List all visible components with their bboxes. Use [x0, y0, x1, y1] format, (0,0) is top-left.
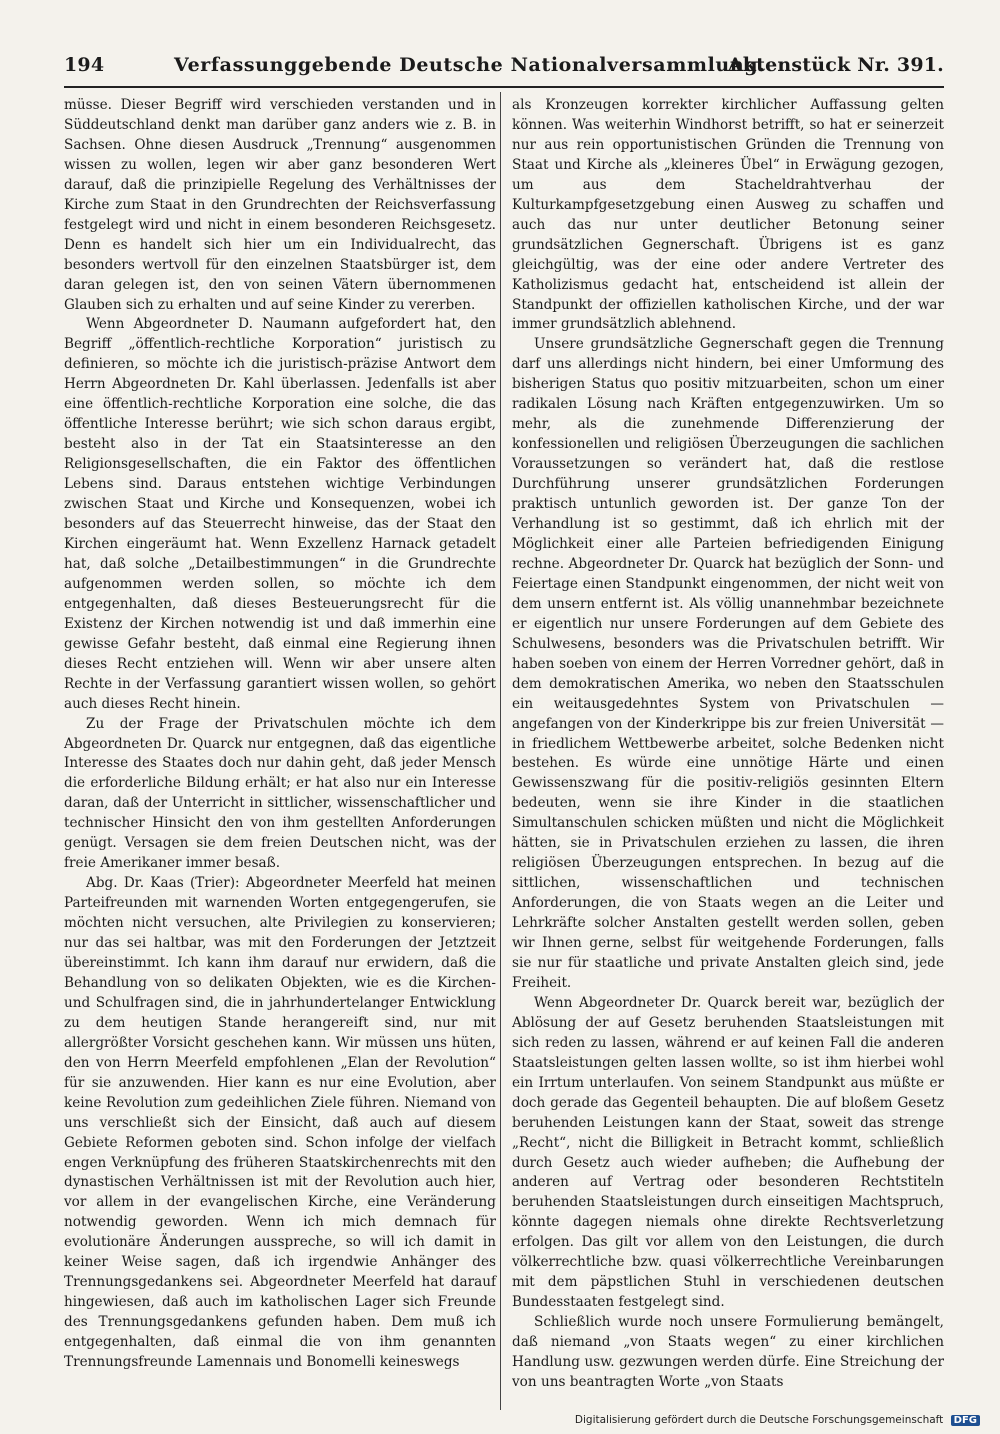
document-number: Aktenstück Nr. 391. [727, 54, 944, 76]
paragraph: Wenn Abgeordneter D. Naumann aufgefordert hat, den Begriff „öffentlich-rechtliche Korporation“ juristisch zu definieren, so möchte ich die juristisch-präzise Antwort dem Herrn Abgeordneten Dr. Kahl überlassen. Jedenfalls ist aber eine öffentlich-rechtliche Korporation eine solche, die das öffentliche Interesse berührt; wie sich schon daraus ergibt, besteht also in der Tat ein Staatsinteresse an den Religionsgesellschaften, die ein Faktor des öffentlichen Lebens sind. Daraus entstehen wichtige Verbindungen zwischen Staat und Kirche und Konsequenzen, wobei ich besonders auf das Steuerrecht hinweise, das der Staat den Kirchen eingeräumt hat. Wenn Exzellenz Harnack getadelt hat, daß solche „Detailbestimmungen“ in die Grundrechte aufgenommen werden sollen, so möchte ich dem entgegenhalten, daß dieses Besteuerungsrecht für die Existenz der Kirchen notwendig ist und daß immerhin eine gewisse Gefahr besteht, daß einmal eine Regierung ihnen dieses Recht entziehen will. Wenn wir aber unsere alten Rechte in der Verfassung garantiert wissen wollen, so gehört auch dieses Recht hinein. [64, 316, 496, 712]
digitization-credit [575, 1414, 980, 1426]
page-number: 194 [64, 54, 105, 76]
paragraph: Unsere grundsätzliche Gegnerschaft gegen die Trennung darf uns allerdings nicht hindern, bei einer Umformung des bisherigen Status quo positiv mitzuarbeiten, schon um einer radikalen Lösung nach Kräften entgegenzuwirken. Um so mehr, als die zunehmende Differenzierung der konfessionellen und religiösen Überzeugungen die sachlichen Voraussetzungen so verändert hat, daß die restlose Durchführung unserer grundsätzlichen Forderungen praktisch untunlich geworden ist. Der ganze Ton der Verhandlung ist so gestimmt, daß ich ehrlich mit der Möglichkeit einer alle Parteien befriedigenden Einigung rechne. Abgeordneter Dr. Quarck hat bezüglich der Sonn- und Feiertage einen Standpunkt eingenommen, der nicht weit von dem unsern entfernt ist. Als völlig unannehmbar bezeichnete er eigentlich nur unsere Forderungen auf dem Gebiete des Schulwesens, besonders was die Privatschulen betrifft. Wir haben soeben von einem der Herren Vorredner gehört, daß in dem demokratischen Amerika, wo neben den Staatsschulen ein weitausgedehntes System von Privatschulen — angefangen von der Kinderkrippe bis zur freien Universität — in friedlichem Wettbewerbe arbeitet, solche Bedenken nicht bestehen. Es würde eine unnötige Härte und einen Gewissenszwang für die positiv-religiös gesinnten Eltern bedeuten, wenn sie ihre Kinder in die staatlichen Simultanschulen schicken müßten und nicht die Möglichkeit hätten, sie in Privatschulen erziehen zu lassen, die ihren religiösen Überzeugungen entsprechen. In bezug auf die sittlichen, wissenschaftlichen und technischen Anforderungen, die von Staats wegen an die Leiter und Lehrkräfte solcher Anstalten gestellt werden sollen, geben wir Ihnen gerne, selbst für weitgehende Forderungen, falls sie nur für staatliche und private Anstalten gleich sind, jede Freiheit. [512, 336, 944, 991]
paragraph: Schließlich wurde noch unsere Formulierung bemängelt, daß niemand „von Staats wegen“ zu einer kirchlichen Handlung usw. gezwungen werden dürfe. Eine Streichung der von uns beantragten Worte „von Staats [512, 1314, 944, 1390]
paragraph: müsse. Dieser Begriff wird verschieden verstanden und in Süddeutschland denkt man darüber ganz anders wie z. B. in Sachsen. Ohne diesen Ausdruck „Trennung“ ausgenommen wissen zu wollen, legen wir aber ganz besonderen Wert darauf, daß die prinzipielle Regelung des Verhältnisses der Kirche zum Staat in den Grundrechten der Reichsverfassung festgelegt wird und nicht in einem besonderen Reichsgesetz. Denn es handelt sich hier um ein Individualrecht, das besonders wertvoll für den einzelnen Staatsbürger ist, dem daran gelegen ist, den von seinen Vätern übernommenen Glauben sich zu erhalten und auf seine Kinder zu vererben. [64, 97, 496, 313]
column-divider [500, 92, 501, 1410]
paragraph: als Kronzeugen korrekter kirchlicher Auffassung gelten können. Was weiterhin Windhorst betrifft, so hat er seinerzeit nur aus rein opportunistischen Gründen die Trennung von Staat und Kirche als „kleineres Übel“ in Erwägung gezogen, um aus dem Stacheldrahtverhau der Kulturkampfgesetzgebung einen Ausweg zu schaffen und auch das nur unter deutlicher Betonung seiner grundsätzlichen Gegnerschaft. Übrigens ist es ganz gleichgültig, was der eine oder andere Vertreter des Katholizismus gedacht hat, entscheidend ist allein der Standpunkt der offiziellen katholischen Kirche, und der war immer grundsätzlich ablehnend. [512, 97, 944, 333]
paragraph: Abg. Dr. Kaas (Trier): Abgeordneter Meerfeld hat meinen Parteifreunden mit warnenden Worten entgegengerufen, sie möchten nicht versuchen, alte Privilegien zu konservieren; nur das sei haltbar, was mit den Forderungen der Jetztzeit übereinstimmt. Ich kann ihm darauf nur erwidern, daß die Behandlung von so delikaten Objekten, wie es die Kirchen- und Schulfragen sind, die in jahrhundertelanger Entwicklung zu dem heutigen Stande herangereift sind, nur mit allergrößter Vorsicht geschehen kann. Wir müssen uns hüten, den von Herrn Meerfeld empfohlenen „Elan der Revolution“ für sie anzuwenden. Hier kann es nur eine Evolution, aber keine Revolution zum gedeihlichen Ziele führen. Niemand von uns verschließt sich der Einsicht, daß auch auf diesem Gebiete Reformen geboten sind. Schon infolge der vielfach engen Verknüpfung des früheren Staatskirchenrechts mit den dynastischen Verhältnissen ist mit der Revolution auch hier, vor allem in der evangelischen Kirche, eine Veränderung notwendig geworden. Wenn ich mich demnach für evolutionäre Änderungen ausspreche, so will ich damit in keiner Weise sagen, daß ich irgendwie Anhänger des Trennungsgedankens sei. Abgeordneter Meerfeld hat darauf hingewiesen, daß auch im katholischen Lager sich Freunde des Trennungsgedankens gefunden haben. Dem muß ich entgegenhalten, daß einmal die von ihm genannten Trennungsfreunde Lamennais und Bonomelli keineswegs [64, 875, 496, 1371]
paragraph: Zu der Frage der Privatschulen möchte ich dem Abgeordneten Dr. Quarck nur entgegnen, daß das eigentliche Interesse des Staates doch nur dahin geht, daß jeder Mensch die erforderliche Bildung erhält; er hat also nur ein Interesse daran, daß der Unterricht in sittlicher, wissenschaftlicher und technischer Hinsicht den von ihm gestellten Anforderungen genügt. Versagen sie dem freien Deutschen nicht, was der freie Amerikaner immer besaß. [64, 715, 496, 872]
left-column [64, 96, 496, 1373]
page-header [64, 50, 944, 88]
credit-text: Digitalisierung gefördert durch die Deutsche Forschungsgemeinschaft [574, 1414, 944, 1426]
paragraph: Wenn Abgeordneter Dr. Quarck bereit war, bezüglich der Ablösung der auf Gesetz beruhenden Staatsleistungen mit sich reden zu lassen, während er auf keinen Fall die anderen Staatsleistungen gelten lassen wollte, so ist ihm hierbei wohl ein Irrtum unterlaufen. Von seinem Standpunkt aus müßte er doch gerade das Gegenteil behaupten. Die auf bloßem Gesetz beruhenden Leistungen kann der Staat, soweit das strenge „Recht“, nicht die Billigkeit in Betracht kommt, schließlich durch Gesetz auch wieder aufheben; die Aufhebung der anderen auf Vertrag oder besonderen Rechtstiteln beruhenden Staatsleistungen durch einseitigen Machtspruch, könnte dagegen niemals ohne direkte Rechtsverletzung erfolgen. Das gilt vor allem von den Leistungen, die durch völkerrechtliche bzw. quasi völkerrechtliche Vereinbarungen mit dem päpstlichen Stuhl in verschiedenen deutschen Bundesstaaten festgelegt sind. [512, 994, 944, 1311]
right-column [512, 96, 944, 1393]
dfg-logo: DFG [951, 1415, 980, 1426]
running-title: Verfassunggebende Deutsche Nationalversammlung. [174, 54, 766, 76]
